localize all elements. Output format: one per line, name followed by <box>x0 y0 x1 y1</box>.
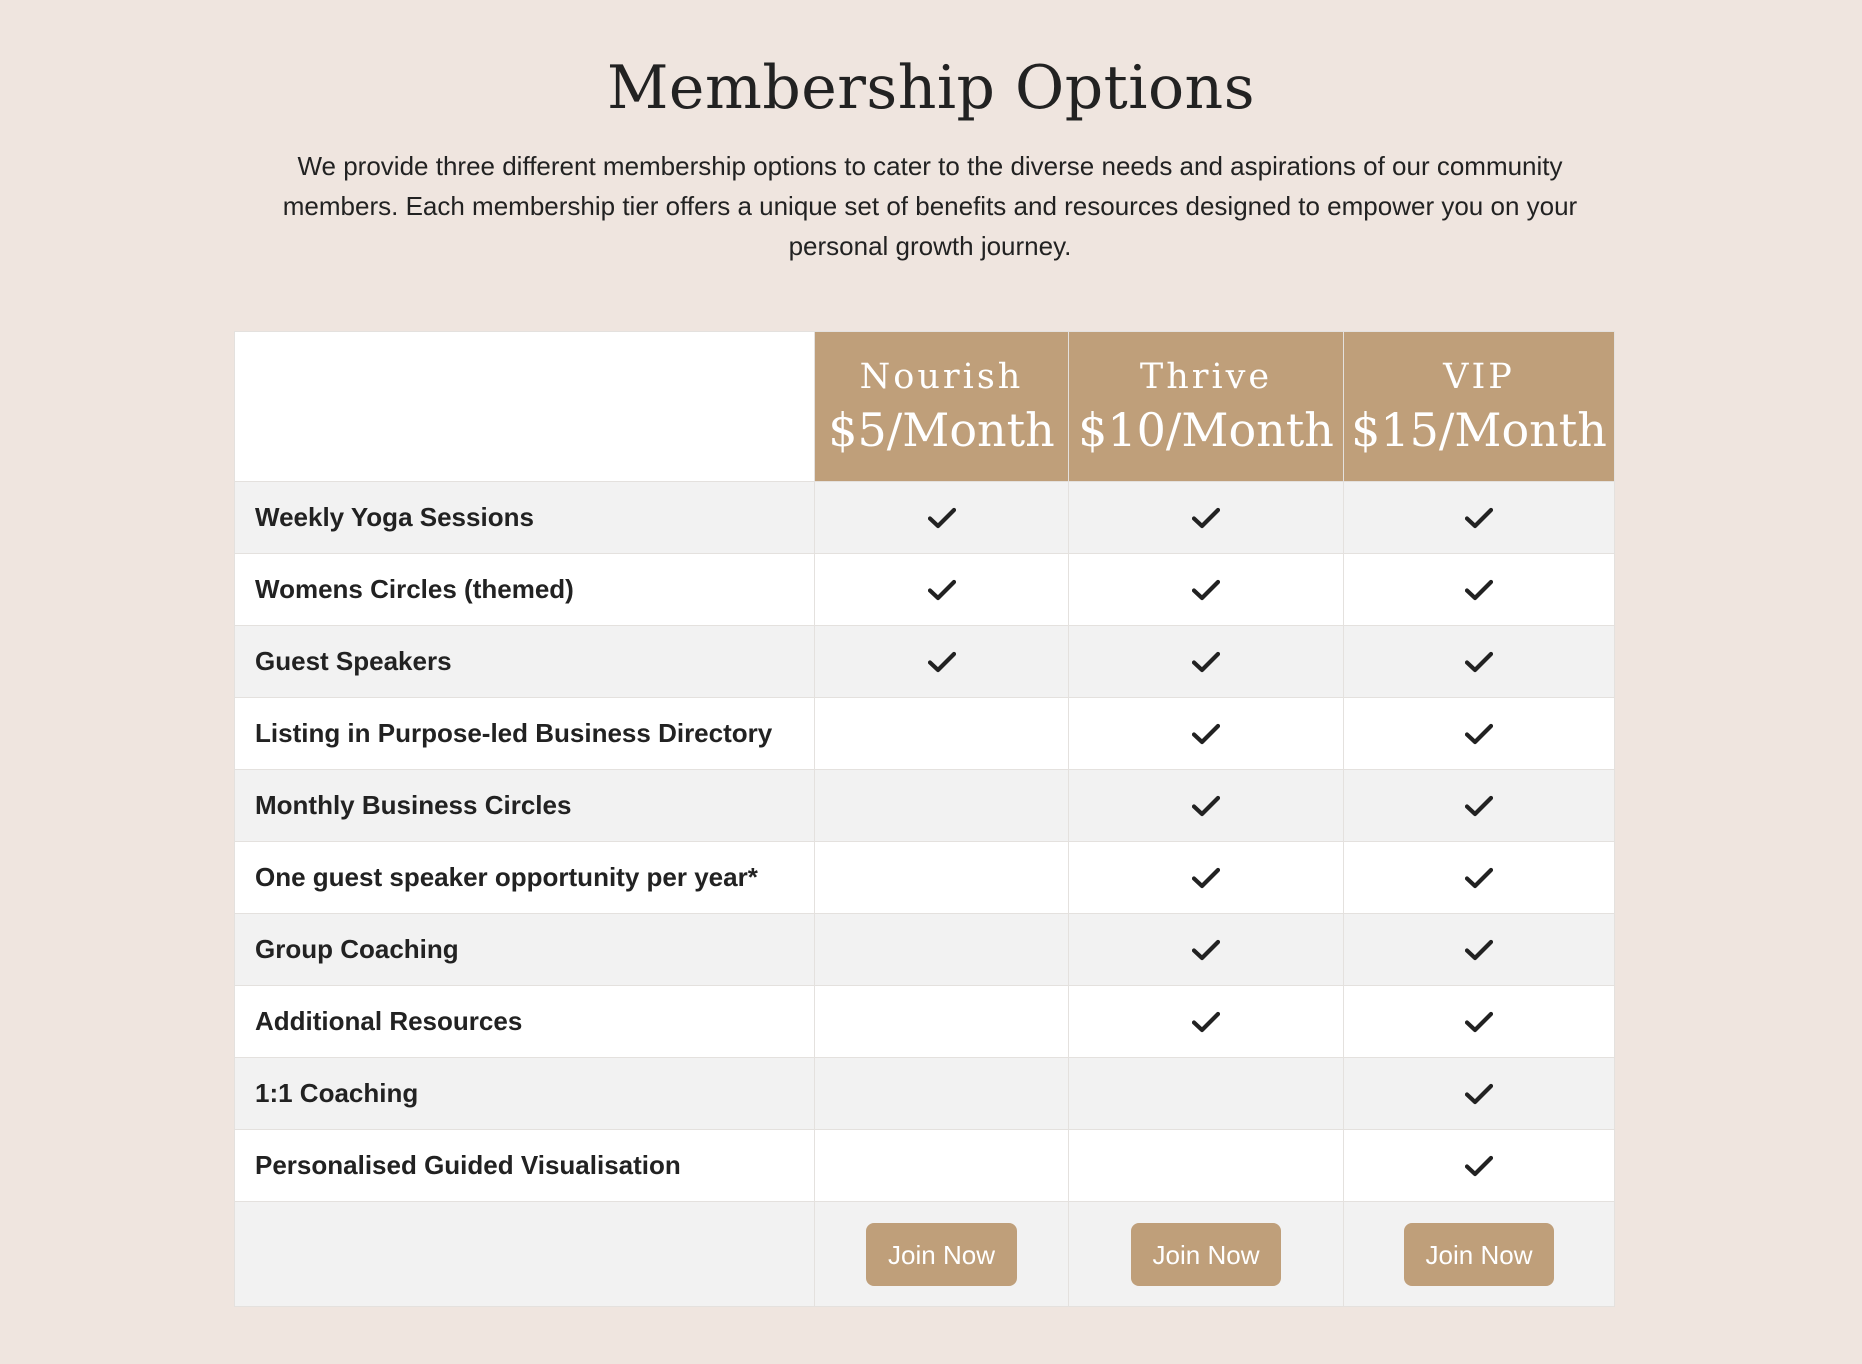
feature-cell-vip <box>1344 698 1615 770</box>
feature-label: One guest speaker opportunity per year* <box>235 842 815 914</box>
check-icon <box>1465 1011 1493 1033</box>
plan-price: $15/Month <box>1351 402 1607 457</box>
plan-header-row <box>235 332 1615 482</box>
check-icon <box>1465 1155 1493 1177</box>
feature-row <box>235 914 1615 986</box>
feature-label: Womens Circles (themed) <box>235 554 815 626</box>
feature-label: Guest Speakers <box>235 626 815 698</box>
feature-cell-thrive <box>1069 986 1344 1058</box>
feature-row <box>235 626 1615 698</box>
check-icon <box>928 651 956 673</box>
feature-cell-vip <box>1344 1058 1615 1130</box>
feature-cell-nourish <box>815 626 1069 698</box>
feature-label: Listing in Purpose-led Business Directory <box>235 698 815 770</box>
check-icon <box>928 579 956 601</box>
check-icon <box>1192 867 1220 889</box>
plan-name: Nourish <box>859 356 1024 397</box>
plan-name: Thrive <box>1139 356 1273 397</box>
check-icon <box>1192 507 1220 529</box>
feature-cell-thrive <box>1069 698 1344 770</box>
footer-blank-cell <box>235 1202 815 1307</box>
plan-price: $10/Month <box>1078 402 1334 457</box>
plan-price: $5/Month <box>828 402 1055 457</box>
join-cell-vip <box>1344 1202 1615 1307</box>
feature-row <box>235 1058 1615 1130</box>
feature-label: Personalised Guided Visualisation <box>235 1130 815 1202</box>
plan-header-nourish <box>815 332 1069 482</box>
feature-cell-nourish <box>815 482 1069 554</box>
feature-cell-nourish <box>815 914 1069 986</box>
check-icon <box>1192 651 1220 673</box>
feature-row <box>235 770 1615 842</box>
feature-cell-vip <box>1344 626 1615 698</box>
check-icon <box>1465 1083 1493 1105</box>
feature-cell-vip <box>1344 986 1615 1058</box>
feature-cell-nourish <box>815 770 1069 842</box>
check-icon <box>1465 939 1493 961</box>
check-icon <box>1465 723 1493 745</box>
check-icon <box>1465 867 1493 889</box>
feature-label: Weekly Yoga Sessions <box>235 482 815 554</box>
feature-cell-thrive <box>1069 914 1344 986</box>
feature-cell-vip <box>1344 1130 1615 1202</box>
feature-cell-nourish <box>815 986 1069 1058</box>
feature-row <box>235 842 1615 914</box>
feature-label: Additional Resources <box>235 986 815 1058</box>
feature-cell-thrive <box>1069 1130 1344 1202</box>
check-icon <box>1465 579 1493 601</box>
page-title: Membership Options <box>607 53 1255 123</box>
check-icon <box>1192 795 1220 817</box>
feature-cell-nourish <box>815 698 1069 770</box>
feature-row <box>235 482 1615 554</box>
feature-cell-nourish <box>815 842 1069 914</box>
feature-label: 1:1 Coaching <box>235 1058 815 1130</box>
join-now-button-nourish[interactable]: Join Now <box>866 1223 1017 1286</box>
join-cell-thrive <box>1069 1202 1344 1307</box>
join-now-button-vip[interactable]: Join Now <box>1404 1223 1555 1286</box>
feature-cell-nourish <box>815 1058 1069 1130</box>
feature-cell-thrive <box>1069 770 1344 842</box>
feature-cell-vip <box>1344 842 1615 914</box>
check-icon <box>1192 723 1220 745</box>
check-icon <box>1465 795 1493 817</box>
plan-header-vip <box>1344 332 1615 482</box>
feature-cell-vip <box>1344 914 1615 986</box>
join-now-button-thrive[interactable]: Join Now <box>1131 1223 1282 1286</box>
feature-cell-thrive <box>1069 1058 1344 1130</box>
check-icon <box>928 507 956 529</box>
intro-text: We provide three different membership options to cater to the diverse needs and aspirations of our community members. Each membership tier offers a unique set of benefits and resources designed to empower you on your personal growth journey. <box>282 151 1578 261</box>
check-icon <box>1465 507 1493 529</box>
feature-row <box>235 1130 1615 1202</box>
feature-row <box>235 698 1615 770</box>
feature-cell-vip <box>1344 770 1615 842</box>
check-icon <box>1192 939 1220 961</box>
plan-name: VIP <box>1443 356 1515 397</box>
pricing-table <box>234 331 1615 1307</box>
join-cell-nourish <box>815 1202 1069 1307</box>
feature-row <box>235 554 1615 626</box>
feature-cell-thrive <box>1069 482 1344 554</box>
feature-cell-thrive <box>1069 626 1344 698</box>
feature-cell-thrive <box>1069 554 1344 626</box>
check-icon <box>1192 579 1220 601</box>
feature-cell-nourish <box>815 1130 1069 1202</box>
feature-cell-thrive <box>1069 842 1344 914</box>
feature-rows <box>235 482 1615 1202</box>
feature-label: Monthly Business Circles <box>235 770 815 842</box>
feature-cell-vip <box>1344 482 1615 554</box>
feature-label: Group Coaching <box>235 914 815 986</box>
feature-row <box>235 986 1615 1058</box>
check-icon <box>1192 1011 1220 1033</box>
plan-header-thrive <box>1069 332 1344 482</box>
join-row <box>235 1202 1615 1307</box>
feature-cell-vip <box>1344 554 1615 626</box>
feature-cell-nourish <box>815 554 1069 626</box>
header-blank-cell <box>235 332 815 482</box>
check-icon <box>1465 651 1493 673</box>
